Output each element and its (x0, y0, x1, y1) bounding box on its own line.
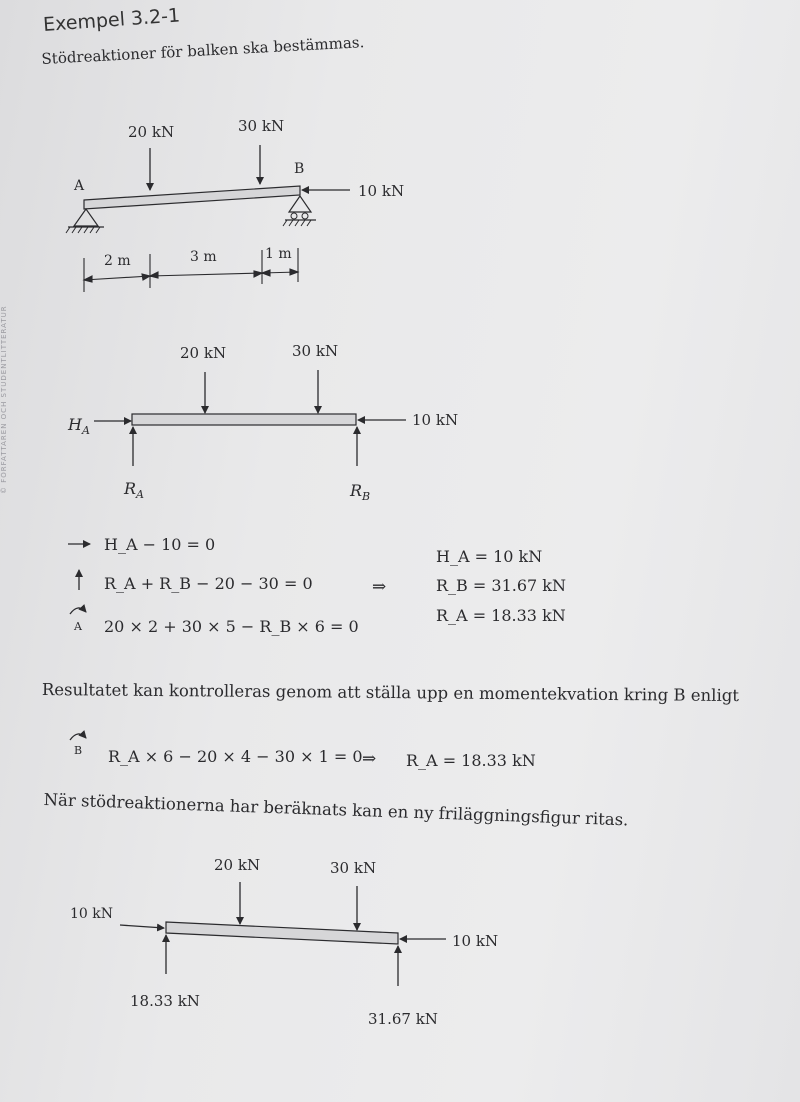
check-equation (70, 734, 536, 770)
implies-symbol: ⇒ (362, 749, 377, 769)
reaction-b-label: 31.67 kN (368, 1010, 438, 1028)
horizontal-load-label: 10 kN (412, 411, 459, 429)
roller-support-b (283, 196, 316, 226)
dim-label-1m: 1 m (265, 246, 292, 262)
beam-3 (166, 922, 398, 944)
right-horizontal-label: 10 kN (452, 932, 499, 950)
moment-point-a: A (74, 620, 82, 633)
equation-moment-a: 20 × 2 + 30 × 5 − R_B × 6 = 0 (104, 617, 359, 636)
load-label-20kn: 20 kN (214, 856, 261, 874)
dim-label-2m: 2 m (104, 253, 131, 269)
equation-horizontal: H_A − 10 = 0 (104, 535, 216, 554)
check-result: R_A = 18.33 kN (406, 751, 536, 770)
load-label-20kn: 20 kN (128, 123, 175, 141)
dim-label-3m: 3 m (190, 249, 217, 265)
rb-label: $R_B$ (350, 481, 371, 503)
implies-symbol: ⇒ (372, 577, 387, 597)
left-horizontal-label: 10 kN (70, 906, 113, 922)
pinned-support-a (66, 209, 104, 233)
load-label-30kn: 30 kN (330, 859, 377, 877)
beam-1 (84, 186, 300, 209)
load-label-20kn: 20 kN (180, 344, 227, 362)
paragraph-check: Resultatet kan kontrolleras genom att ställa upp en momentekvation kring B enligt (41, 680, 740, 706)
side-copyright: © FÖRFATTAREN OCH STUDENTLITTERATUR (0, 305, 8, 494)
equation-vertical: R_A + R_B − 20 − 30 = 0 (104, 574, 313, 593)
horizontal-load-label: 10 kN (358, 182, 405, 200)
ra-label: $R_A$ (124, 479, 144, 501)
reaction-a-label: 18.33 kN (130, 992, 200, 1010)
moment-arrow-icon (70, 608, 86, 614)
figure-3-final-free-body (70, 856, 498, 1028)
figure-2-free-body (67, 342, 458, 503)
figure-1-beam-loading (66, 117, 404, 292)
label-a: A (74, 178, 85, 194)
paragraph-new-figure: När stödreaktionerna har beräknats kan en ny friläggningsfigur ritas. (43, 790, 629, 830)
result-ha: H_A = 10 kN (436, 547, 543, 566)
result-ra: R_A = 18.33 kN (436, 606, 566, 625)
label-b: B (294, 161, 305, 177)
load-label-30kn: 30 kN (292, 342, 339, 360)
moment-point-b: B (74, 744, 83, 757)
load-label-30kn: 30 kN (238, 117, 285, 135)
result-rb: R_B = 31.67 kN (436, 576, 566, 595)
example-title: Exempel 3.2-1 (42, 4, 181, 37)
moment-arrow-icon (70, 734, 86, 740)
equilibrium-equations (68, 535, 566, 636)
beam-2 (132, 414, 356, 425)
moment-equation-b: R_A × 6 − 20 × 4 − 30 × 1 = 0 (108, 747, 363, 766)
left-horizontal-arrow (120, 925, 164, 928)
ha-label: $H_A$ (68, 415, 90, 437)
example-subtitle: Stödreaktioner för balken ska bestämmas. (41, 33, 365, 68)
